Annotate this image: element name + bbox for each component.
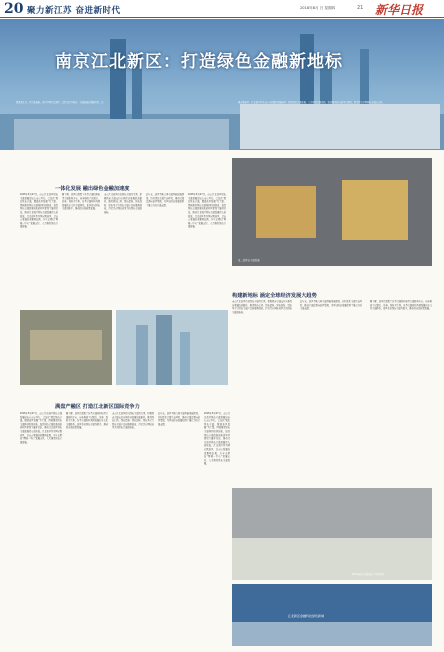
body-column: 2018年8月27日，南京江北新区绿色金融发展论坛在南京举行。会议以“聚焦绿色金融，赋能新区发展”为主题，围绕推进绿色金融体制机制创新，加快绿色金融改革创新试验区建设等展开讨论，推动江北新区绿色金融发展进入新阶段。江北新区作为国家级新区，是南京发展的重要增长极，多年来紧扣“两城一中心”发展定位，大力推进绿色金融发展。 xyxy=(188,193,226,229)
page-edition: 21 xyxy=(357,5,364,11)
conference-table xyxy=(30,330,102,360)
photo-caption: 2018南京金融科技产业研究所 xyxy=(352,573,385,576)
tower xyxy=(136,325,148,385)
body-column: 南京江北新区将以绿色金融为引领，积极探索金融支持实体经济发展的新路径，推进绿色信贷、绿色债券、绿色保险、绿色基金等绿色金融产品和服务创新，打造具有国际竞争力的绿色金融新地标。 xyxy=(112,412,154,430)
page-header xyxy=(0,0,444,18)
body-column: 2018年8月27日，南京江北新区绿色金融发展论坛在南京举行。会议以“聚焦绿色金融，赋能新区发展”为主题，围绕推进绿色金融体制机制创新，加快绿色金融改革创新试验区建设等展开讨论，推动江北新区绿色金融发展进入新阶段。江北新区作为国家级新区，是南京发展的重要增长极，多年来紧扣“两城一中心”发展定位，大力推进绿色金融发展。 xyxy=(204,412,230,466)
city-rendering-photo xyxy=(116,310,228,385)
tower xyxy=(180,332,190,385)
body-column: 南京江北新区将以绿色金融为引领，积极探索金融支持实体经济发展的新路径，推进绿色信贷、绿色债券、绿色保险、绿色基金等绿色金融产品和服务创新，打造具有国际竞争力的绿色金融新地标。 xyxy=(104,193,142,214)
feature-banner xyxy=(0,19,444,150)
section-title: 一体化发展 融出绿色金融加速度 xyxy=(55,186,130,192)
body-column: 2018年8月27日，南京江北新区绿色金融发展论坛在南京举行。会议以“聚焦绿色金融，赋能新区发展”为主题，围绕推进绿色金融体制机制创新，加快绿色金融改革创新试验区建设等展开讨论，推动江北新区绿色金融发展进入新阶段。江北新区作为国家级新区，是南京发展的重要增长极，多年来紧扣“两城一中心”发展定位，大力推进绿色金融发展。 xyxy=(20,193,58,229)
body-column: 据了解，新区已聚集了各类金融机构和类金融机构多家，初步形成了以银行、证券、保险为主体，各类金融机构共同发展的多元化金融体系。新区将以绿色金融为抓手，推动经济高质量发展。 xyxy=(66,412,108,430)
body-column: 近年来，新区不断完善金融基础设施建设，持续优化金融生态环境，推动金融资源向新区集聚，为区域经济发展提供了强有力的金融支撑。 xyxy=(300,300,362,311)
feature-headline: 南京江北新区：打造绿色金融新地标 xyxy=(55,52,343,72)
city-model xyxy=(232,538,432,580)
page-number: 20 xyxy=(4,1,24,17)
page-slogan: 聚力新江苏 奋进新时代 xyxy=(27,6,121,16)
gold-plaque xyxy=(342,180,408,240)
body-column: 近年来，新区不断完善金融基础设施建设，持续优化金融生态环境，推动金融资源向新区集聚，为区域经济发展提供了强有力的金融支撑。 xyxy=(158,412,200,426)
page-date: 2018年8月 日 星期四 xyxy=(300,6,336,10)
expo-floor xyxy=(232,622,432,646)
photo-caption: 江北新区金融科技绿色新城 xyxy=(288,614,325,618)
gold-plaque xyxy=(256,186,316,238)
section-title: 构建新地标 涵定全球经济发展大趋势 xyxy=(232,293,317,299)
meeting-photo xyxy=(20,310,112,385)
body-column: 南京江北新区将以绿色金融为引领，积极探索金融支持实体经济发展的新路径，推进绿色信贷、绿色债券、绿色保险、绿色基金等绿色金融产品和服务创新，打造具有国际竞争力的绿色金融新地标。 xyxy=(232,300,292,314)
body-column: 据了解，新区已聚集了各类金融机构和类金融机构多家，初步形成了以银行、证券、保险为主体，各类金融机构共同发展的多元化金融体系。新区将以绿色金融为抓手，推动经济高质量发展。 xyxy=(370,300,432,311)
body-column: 近年来，新区不断完善金融基础设施建设，持续优化金融生态环境，推动金融资源向新区集聚，为区域经济发展提供了强有力的金融支撑。 xyxy=(146,193,184,207)
photo-caption: 第二届绿色金融发展 xyxy=(238,259,260,262)
lead-text-right: 国家级新区，江北新区作为南京市重要的发展新区，紧扣绿色金融发展，大力推进金融创新，加快推动新金融中心建设，努力打造全国绿色金融示范区。 xyxy=(238,101,385,104)
lead-text: 建设新江北，打造新地标。设立中国江北新区，是打造江苏经济、金融高地的战略举措，是 xyxy=(16,101,104,104)
section-title: 满盘产融区 打造江北新区国际竞争力 xyxy=(55,404,140,410)
body-column: 据了解，新区已聚集了各类金融机构和类金融机构多家，初步形成了以银行、证券、保险为主体，各类金融机构共同发展的多元化金融体系。新区将以绿色金融为抓手，推动经济高质量发展。 xyxy=(62,193,100,211)
newspaper-logo: 新华日报 xyxy=(375,3,424,17)
expo-photo xyxy=(232,584,432,646)
signboard-photo xyxy=(232,158,432,266)
tower xyxy=(156,315,172,385)
body-column: 2018年8月27日，南京江北新区绿色金融发展论坛在南京举行。会议以“聚焦绿色金融，赋能新区发展”为主题，围绕推进绿色金融体制机制创新，加快绿色金融改革创新试验区建设等展开讨论，推动江北新区绿色金融发展进入新阶段。江北新区作为国家级新区，是南京发展的重要增长极，多年来紧扣“两城一中心”发展定位，大力推进绿色金融发展。 xyxy=(20,412,62,444)
model-exhibition-photo xyxy=(232,488,432,580)
